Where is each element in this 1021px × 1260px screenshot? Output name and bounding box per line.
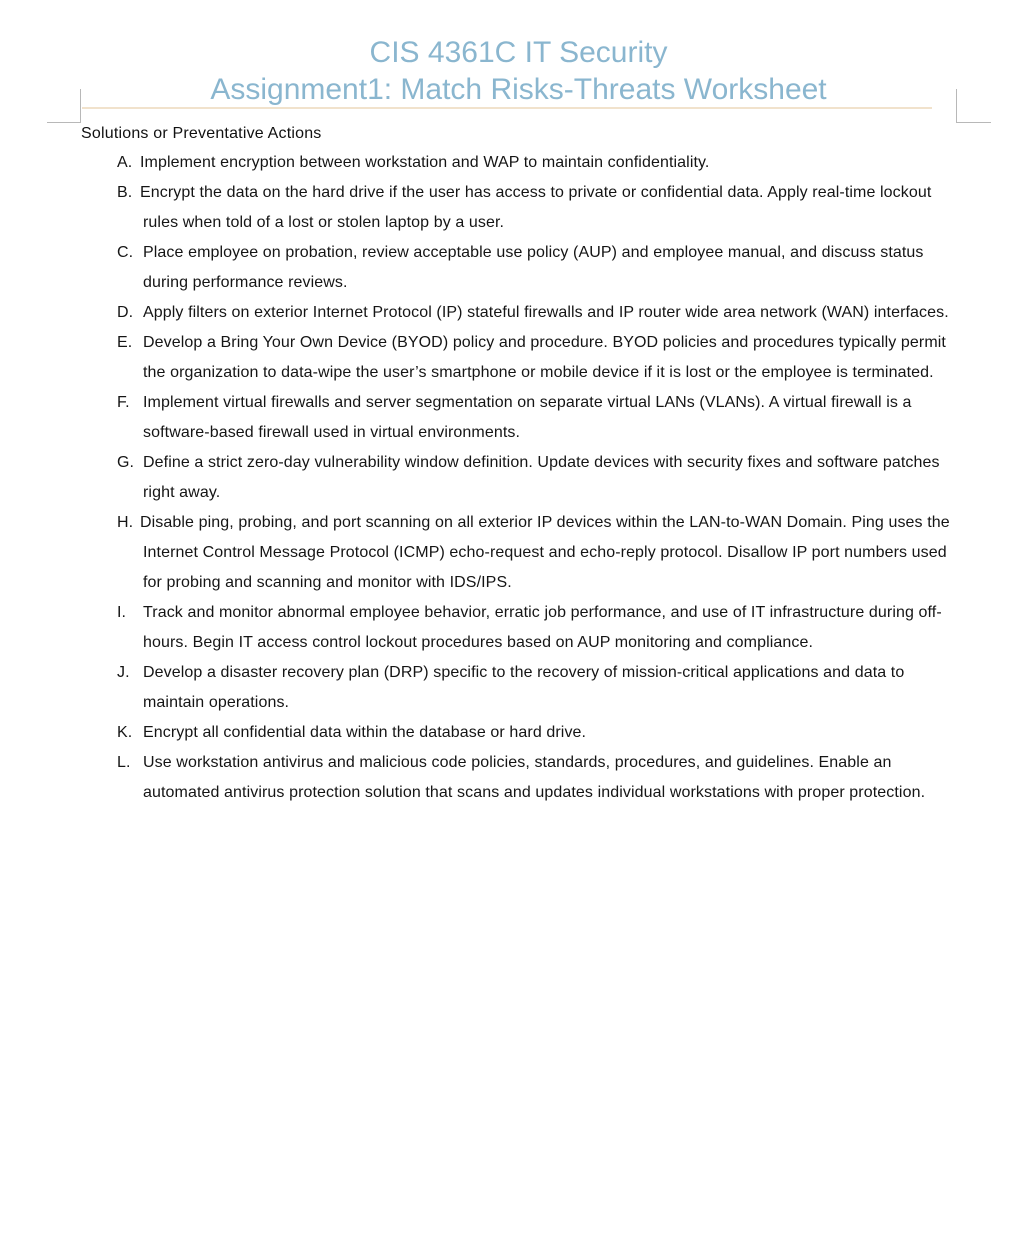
solution-item-l xyxy=(117,748,957,808)
solution-text: Develop a disaster recovery plan (DRP) specific to the recovery of mission-critical applications and data to maintain operations. xyxy=(143,664,905,711)
solution-text: Define a strict zero-day vulnerability window definition. Update devices with security fixes and software patches right away. xyxy=(143,454,940,501)
solution-item-e xyxy=(117,328,957,388)
solution-letter: A. xyxy=(117,154,133,171)
solution-text: Implement virtual firewalls and server segmentation on separate virtual LANs (VLANs). A virtual firewall is a software-based firewall used in virtual environments. xyxy=(143,394,912,441)
solution-text: Encrypt all confidential data within the database or hard drive. xyxy=(143,724,587,741)
solution-text: Apply filters on exterior Internet Protocol (IP) stateful firewalls and IP router wide area network (WAN) interfaces. xyxy=(143,304,949,321)
solution-letter: D. xyxy=(117,304,134,321)
solution-text: Use workstation antivirus and malicious code policies, standards, procedures, and guidelines. Enable an automated antivirus protection solution that scans and updates individual workstations with proper protection. xyxy=(143,754,926,801)
solution-letter: J. xyxy=(117,664,130,681)
solution-item-g xyxy=(117,448,957,508)
header-course-title: CIS 4361C IT Security xyxy=(369,36,668,69)
solution-item-c xyxy=(117,238,957,298)
solution-letter: C. xyxy=(117,244,134,261)
solution-item-h xyxy=(117,508,957,598)
section-heading: Solutions or Preventative Actions xyxy=(81,125,322,142)
solutions-list xyxy=(117,148,957,808)
solution-text: Encrypt the data on the hard drive if the user has access to private or confidential data. Apply real-time lockout rules when told of a lost or stolen laptop by a user. xyxy=(140,184,932,231)
header-divider xyxy=(82,107,932,109)
solution-text: Develop a Bring Your Own Device (BYOD) policy and procedure. BYOD policies and procedures typically permit the organization to data-wipe the user’s smartphone or mobile device if it is lost or the employee is terminated. xyxy=(143,334,946,381)
solution-text: Disable ping, probing, and port scanning on all exterior IP devices within the LAN-to-WAN Domain. Ping uses the Internet Control Message Protocol (ICMP) echo-request and echo-reply protocol. Disallow IP port numbers used for probing and scanning and monitor with IDS/IPS. xyxy=(140,514,950,591)
solution-letter: E. xyxy=(117,334,133,351)
solution-letter: B. xyxy=(117,184,133,201)
solution-letter: I. xyxy=(117,604,127,621)
header-assignment-title: Assignment1: Match Risks-Threats Worksheet xyxy=(210,73,827,106)
solution-item-d xyxy=(117,298,957,328)
solution-item-f xyxy=(117,388,957,448)
solution-text: Implement encryption between workstation and WAP to maintain confidentiality. xyxy=(140,154,710,171)
solution-text: Place employee on probation, review acceptable use policy (AUP) and employee manual, and discuss status during performance reviews. xyxy=(143,244,924,291)
solution-letter: H. xyxy=(117,514,134,531)
solution-text: Track and monitor abnormal employee behavior, erratic job performance, and use of IT infrastructure during off-hours. Begin IT access control lockout procedures based on AUP monitoring and compliance. xyxy=(143,604,942,651)
solution-item-i xyxy=(117,598,957,658)
solution-item-j xyxy=(117,658,957,718)
page-header xyxy=(0,34,1021,108)
solution-item-k xyxy=(117,718,957,748)
solution-item-a xyxy=(117,148,957,178)
solution-item-b xyxy=(117,178,957,238)
solution-letter: F. xyxy=(117,394,130,411)
solution-letter: G. xyxy=(117,454,135,471)
solution-letter: K. xyxy=(117,724,133,741)
solution-letter: L. xyxy=(117,754,131,771)
